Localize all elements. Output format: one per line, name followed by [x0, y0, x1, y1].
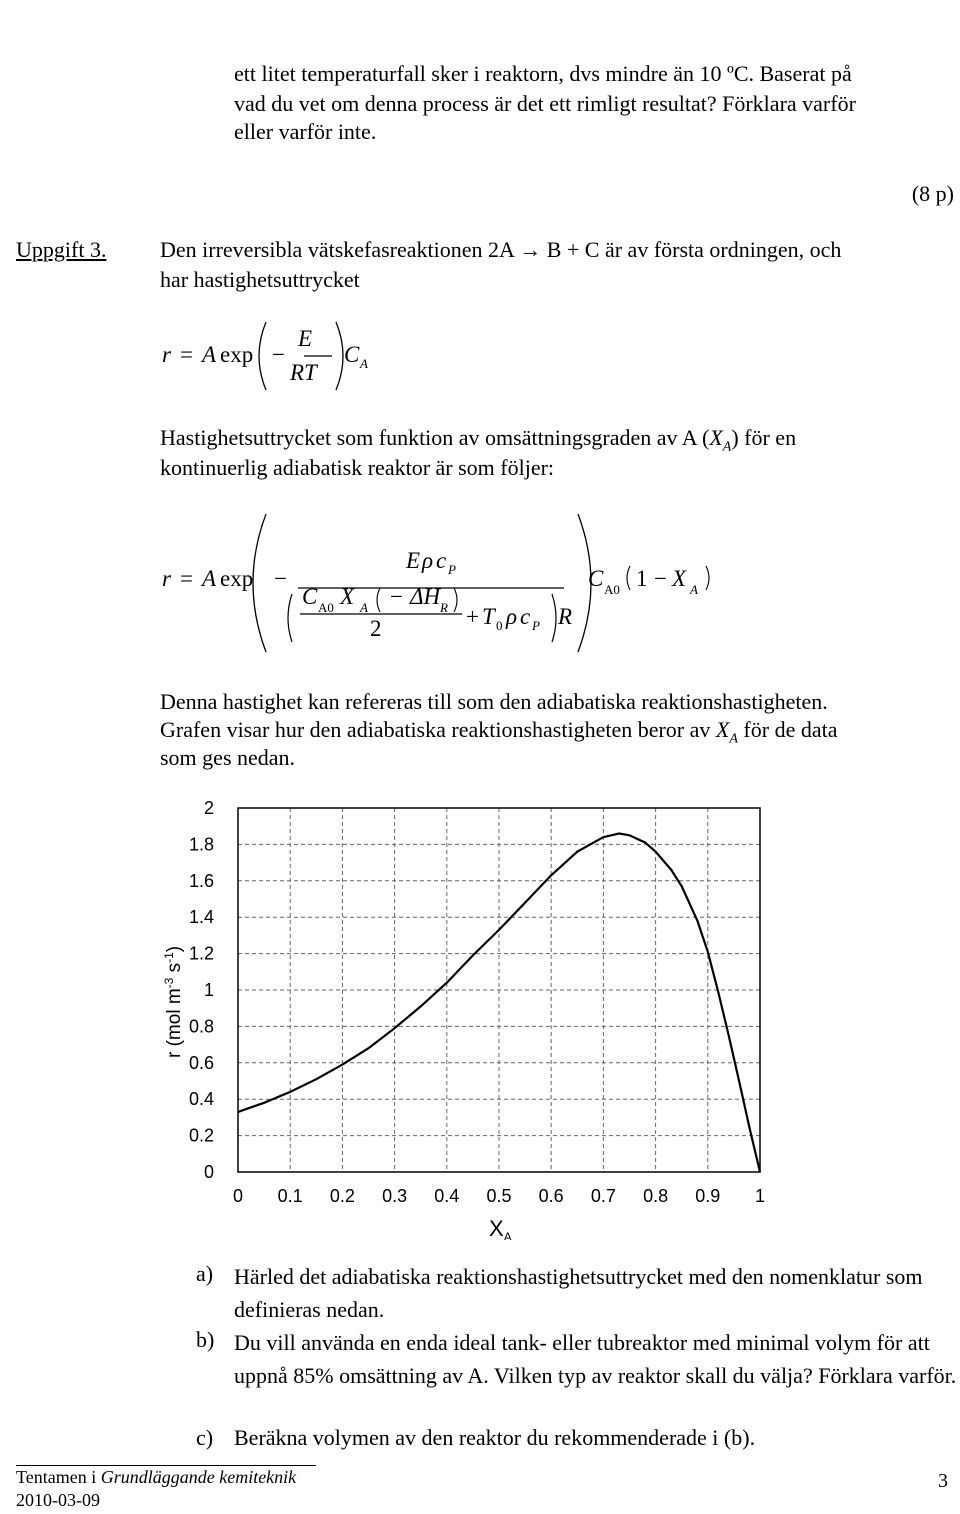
para2-line-1a: Hastighetsuttrycket som funktion av omsättningsgraden av A ( [160, 425, 710, 450]
x-tick-label: 0.9 [695, 1186, 721, 1206]
para3-line-1: Denna hastighet kan refereras till som den adiabatiska reaktionshastigheten. [160, 689, 828, 714]
eq2-num-E: E [406, 548, 421, 573]
footer-prefix: Tentamen i [16, 1467, 101, 1487]
eq2-minus-3: − [654, 566, 667, 591]
para3-line-3: som ges nedan. [160, 745, 296, 770]
x-tick-label: 0.3 [382, 1186, 408, 1206]
x-tick-label: 0.5 [486, 1186, 512, 1206]
eq2-R: R [558, 604, 573, 629]
eq2-num-c: c [436, 548, 447, 573]
eq2-equals: = [180, 566, 193, 591]
y-tick-label: 1.4 [188, 907, 214, 928]
eq1-C: C [344, 342, 360, 367]
y-tick-label: 1.2 [188, 943, 214, 964]
footer-date: 2010-03-09 [16, 1490, 100, 1510]
eq1-equals: = [180, 342, 193, 367]
eq2-X2-sub: A [690, 582, 698, 597]
eq1-r: r [162, 342, 171, 367]
eq2-exp: exp [220, 566, 254, 591]
eq2-X-sub: A [360, 600, 368, 615]
para2-X: X [709, 425, 723, 450]
y-tick-label: 2 [203, 798, 214, 818]
para2-line-1b: ) för en [731, 425, 797, 450]
series-line [238, 834, 760, 1173]
intro-line-3: eller varför inte. [234, 119, 377, 144]
y-tick-label: 1 [203, 980, 214, 1000]
arrow-glyph: → [519, 237, 542, 262]
intro-line-1: ett litet temperaturfall sker i reaktorn, dvs mindre än 10 ºC. Baserat på [234, 61, 852, 86]
para3-X: X [715, 717, 730, 742]
x-tick-label: 0.8 [643, 1186, 669, 1206]
para2-X-sub: A [722, 439, 732, 455]
eq2-dH: ΔH [410, 584, 441, 609]
eq2-T-sub: 0 [496, 618, 503, 633]
question-b-label: b) [196, 1327, 215, 1352]
eq2-A: A [202, 566, 217, 591]
footer-title [16, 1467, 296, 1488]
para3-line-2b: för de data [737, 717, 838, 742]
y-tick-label: 1.8 [188, 834, 214, 855]
y-tick-label: 1.6 [188, 870, 214, 891]
eq1-minus: − [272, 342, 285, 367]
question-c-label: c) [196, 1425, 214, 1450]
y-axis-label: r (mol $m^{-3}$ $s^{-1}$) [162, 945, 185, 1058]
eq2-rho: ρ [506, 604, 518, 629]
eq2-c-sub: P [532, 618, 540, 633]
eq2-one: 1 [636, 566, 648, 591]
problem-text-1b: B + C är av första ordningen, och [541, 237, 842, 262]
eq1-denominator: RT [290, 360, 317, 385]
rate-chart [150, 790, 790, 1240]
problem-text-1a: Den irreversibla vätskefasreaktionen 2A [160, 237, 514, 262]
question-a-label: a) [196, 1261, 214, 1286]
points-label: (8 p) [911, 181, 954, 206]
eq2-num-rho: ρ [422, 548, 434, 573]
question-a-text: Härled det adiabatiska reaktionshastighetsuttrycket med den nomenklatur som definieras nedan. [234, 1264, 923, 1322]
eq2-dH-sub: R [440, 600, 448, 615]
x-tick-label: 0.7 [590, 1186, 616, 1206]
para3-X-sub: A [729, 731, 738, 747]
footer-page-number: 3 [938, 1470, 948, 1492]
y-tick-label: 0.4 [188, 1089, 214, 1110]
eq2-minus: − [274, 566, 287, 591]
question-c-text: Beräkna volymen av den reaktor du rekommenderade i (b). [234, 1425, 756, 1450]
problem-text-1 [160, 236, 841, 264]
x-tick-label: 1 [754, 1186, 766, 1206]
y-tick-label: 0 [203, 1162, 214, 1182]
eq2-X2: X [672, 566, 687, 591]
footer-course: Grundläggande kemiteknik [100, 1467, 297, 1487]
eq2-X: X [340, 584, 355, 609]
eq1-exp: exp [220, 342, 254, 367]
x-tick-label: 0 [232, 1186, 244, 1206]
problem-heading: Uppgift 3. [16, 237, 107, 262]
para3-line-2a: Grafen visar hur den adiabatiska reaktionshastigheten beror av [160, 717, 716, 742]
eq2-plus: + [466, 604, 479, 629]
eq2-C2: C [588, 566, 604, 591]
x-tick-label: 0.2 [329, 1186, 355, 1206]
intro-line-2: vad du vet om denna process är det ett rimligt resultat? Förklara varför [234, 91, 856, 116]
eq2-T: T [482, 604, 495, 629]
problem-text-2: har hastighetsuttrycket [160, 267, 360, 292]
x-tick-label: 0.4 [434, 1186, 460, 1206]
eq2-two: 2 [370, 616, 382, 641]
eq2-C: C [302, 584, 318, 609]
eq1-A: A [202, 342, 217, 367]
eq2-c: c [520, 604, 531, 629]
eq2-C-sub: A0 [318, 600, 334, 615]
x-tick-label: 0.6 [538, 1186, 564, 1206]
eq2-minus-2: − [390, 584, 403, 609]
equation-1 [160, 318, 420, 398]
equation-2 [160, 508, 720, 658]
eq2-num-P: P [448, 562, 456, 577]
footer-rule [16, 1465, 316, 1466]
eq1-numerator: E [298, 326, 313, 351]
question-b-text: Du vill använda en enda ideal tank- eller tubreaktor med minimal volym för att uppnå 85% omsättning av A. Vilken typ av reaktor skall du välja? Förklara varför. [234, 1330, 957, 1388]
eq2-r: r [162, 566, 171, 591]
y-tick-label: 0.8 [188, 1016, 214, 1037]
eq2-C2-sub: A0 [604, 582, 620, 597]
y-tick-label: 0.6 [188, 1052, 214, 1073]
eq1-C-sub: A [360, 356, 368, 371]
y-tick-label: 0.2 [188, 1125, 214, 1146]
para2-line-2: kontinuerlig adiabatisk reaktor är som följer: [160, 455, 555, 480]
x-axis-label: $X_A$ [489, 1216, 512, 1240]
x-tick-label: 0.1 [277, 1186, 303, 1206]
